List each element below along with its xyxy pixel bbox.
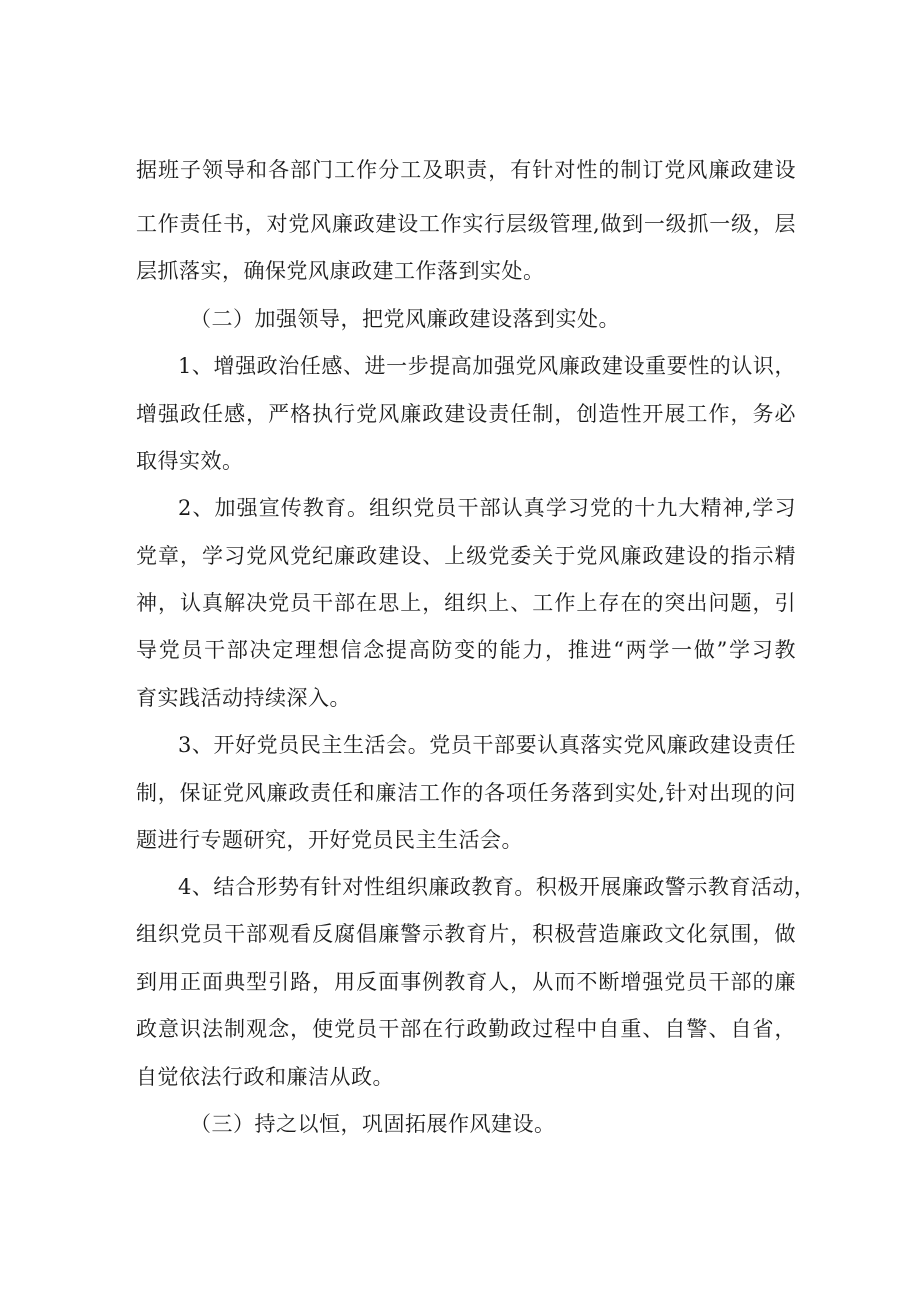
item-2-line-3: 神，认真解决党员干部在思上，组织上、工作上存在的突出问题，引 (136, 591, 796, 615)
item-2-line-2: 党章，学习党风党纪廉政建设、上级党委关于党风廉政建设的指示精 (136, 544, 796, 568)
intro-line-2: 工作责任书，对党风廉政建设工作实行层级管理,做到一级抓一级，层 (136, 212, 796, 236)
item-2-line-4: 导党员干部决定理想信念提高防变的能力，推进“两学一做”学习教 (136, 638, 796, 662)
item-4-line-3: 到用正面典型引路，用反面事例教育人，从而不断增强党员干部的廉 (136, 970, 796, 994)
item-4-line-5: 自觉依法行政和廉洁从政。 (136, 1065, 394, 1089)
item-2-line-5: 育实践活动持续深入。 (136, 686, 351, 710)
section-heading-2: （二）加强领导，把党风廉政建设落到实处。 (190, 307, 620, 331)
item-3-line-2: 制，保证党风廉政责任和廉洁工作的各项任务落到实处,针对出现的问 (136, 781, 796, 805)
section-heading-3: （三）持之以恒，巩固拓展作风建设。 (190, 1112, 556, 1136)
item-1-line-2: 增强政任感，严格执行党风廉政建设责任制，创造性开展工作，务必 (136, 402, 796, 426)
item-4-line-1: 4、结合形势有针对性组织廉政教育。积极开展廉政警示教育活动， (178, 875, 816, 899)
item-3-line-1: 3、开好党员民主生活会。党员干部要认真落实党风廉政建设责任 (178, 733, 796, 757)
item-1-line-1: 1、增强政治任感、进一步提高加强党风廉政建设重要性的认识， (178, 354, 796, 378)
item-4-line-4: 政意识法制观念，使党员干部在行政勤政过程中自重、自警、自省， (136, 1017, 796, 1041)
intro-line-1: 据班子领导和各部门工作分工及职责，有针对性的制订党风廉政建设 (136, 158, 796, 182)
item-4-line-2: 组织党员干部观看反腐倡廉警示教育片，积极营造廉政文化氛围，做 (136, 922, 796, 946)
item-1-line-3: 取得实效。 (136, 449, 244, 473)
item-3-line-3: 题进行专题研究，开好党员民主生活会。 (136, 828, 523, 852)
item-2-line-1: 2、加强宣传教育。组织党员干部认真学习党的十九大精神,学习 (178, 496, 796, 520)
intro-line-3: 层抓落实，确保党风康政建工作落到实处。 (136, 259, 545, 283)
